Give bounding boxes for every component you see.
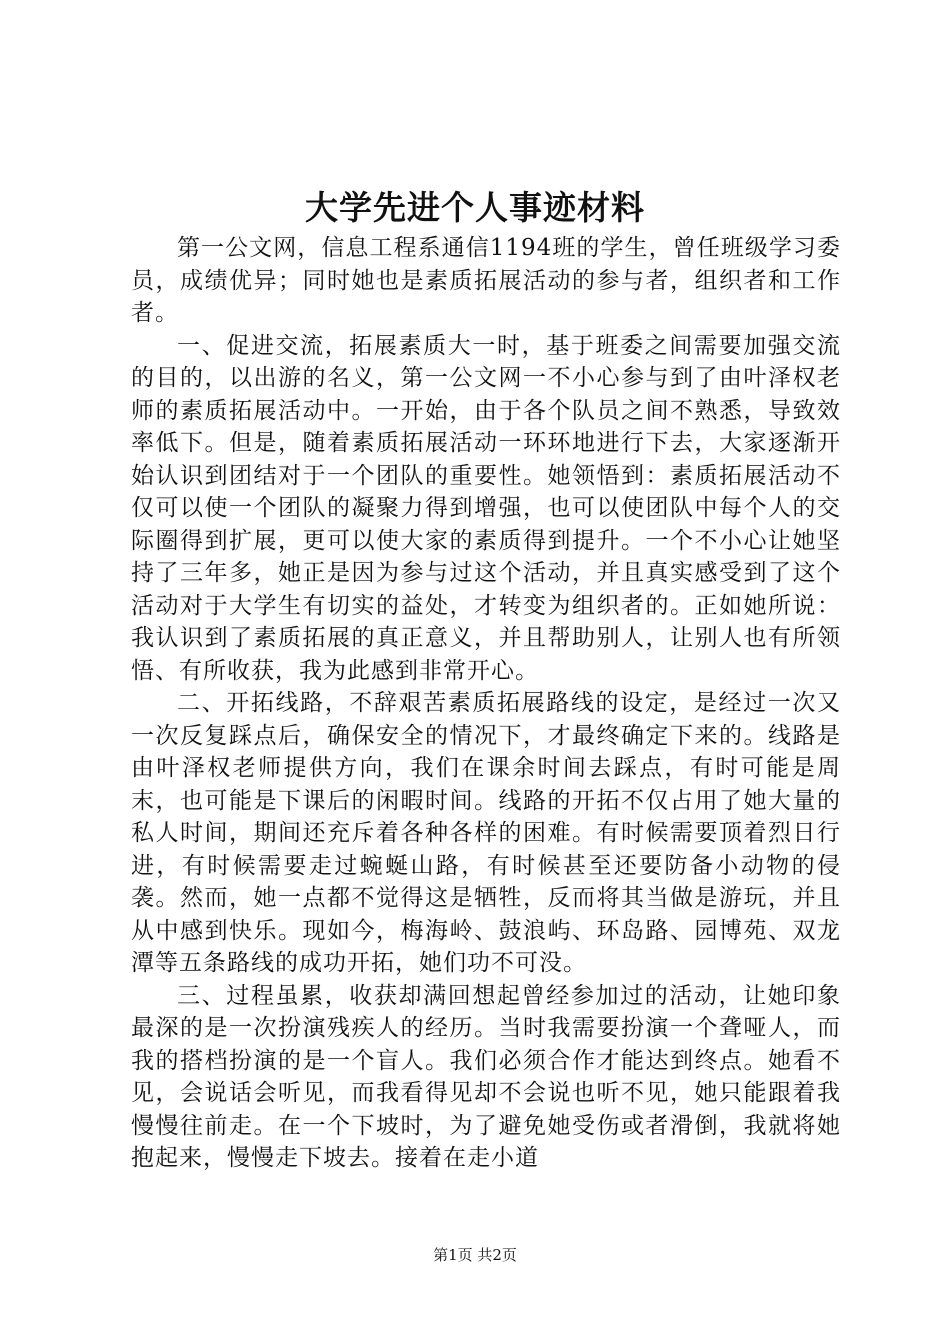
paragraph-section-3: 三、过程虽累，收获却满回想起曾经参加过的活动，让她印象最深的是一次扮演残疾人的经历。当时我需要扮演一个聋哑人，而我的搭档扮演的是一个盲人。我们必须合作才能达到终点。她看不见，会说话会听见，而我看得见却不会说也听不见，她只能跟着我慢慢往前走。在一个下坡时，为了避免她受伤或者滑倒，我就将她抱起来，慢慢走下坡去。接着在走小道 bbox=[131, 982, 841, 1171]
paragraph-section-2: 二、开拓线路，不辞艰苦素质拓展路线的设定，是经过一次又一次反复踩点后，确保安全的情况下，才最终确定下来的。线路是由叶泽权老师提供方向，我们在课余时间去踩点，有时可能是周末，也可能是下课后的闲暇时间。线路的开拓不仅占用了她大量的私人时间，期间还充斥着各种各样的困难。有时候需要顶着烈日行进，有时候需要走过蜿蜒山路，有时候甚至还要防备小动物的侵袭。然而，她一点都不觉得这是牺牲，反而将其当做是游玩，并且从中感到快乐。现如今，梅海岭、鼓浪屿、环岛路、园博苑、双龙潭等五条路线的成功开拓，她们功不可没。 bbox=[131, 690, 841, 976]
paragraph-intro: 第一公文网，信息工程系通信1194班的学生，曾任班级学习委员，成绩优异；同时她也是素质拓展活动的参与者，组织者和工作者。 bbox=[131, 235, 841, 326]
paragraph-section-1: 一、促进交流，拓展素质大一时，基于班委之间需要加强交流的目的，以出游的名义，第一公文网一不小心参与到了由叶泽权老师的素质拓展活动中。一开始，由于各个队员之间不熟悉，导致效率低下。但是，随着素质拓展活动一环环地进行下去，大家逐渐开始认识到团结对于一个团队的重要性。她领悟到：素质拓展活动不仅可以使一个团队的凝聚力得到增强，也可以使团队中每个人的交际圈得到扩展，更可以使大家的素质得到提升。一个不小心让她坚持了三年多，她正是因为参与过这个活动，并且真实感受到了这个活动对于大学生有切实的益处，才转变为组织者的。正如她所说：我认识到了素质拓展的真正意义，并且帮助别人，让别人也有所领悟、有所收获，我为此感到非常开心。 bbox=[131, 332, 841, 684]
document-body bbox=[131, 232, 841, 1175]
page-footer: 第1页 共2页 bbox=[433, 1246, 517, 1264]
document-title: 大学先进个人事迹材料 bbox=[305, 188, 645, 227]
